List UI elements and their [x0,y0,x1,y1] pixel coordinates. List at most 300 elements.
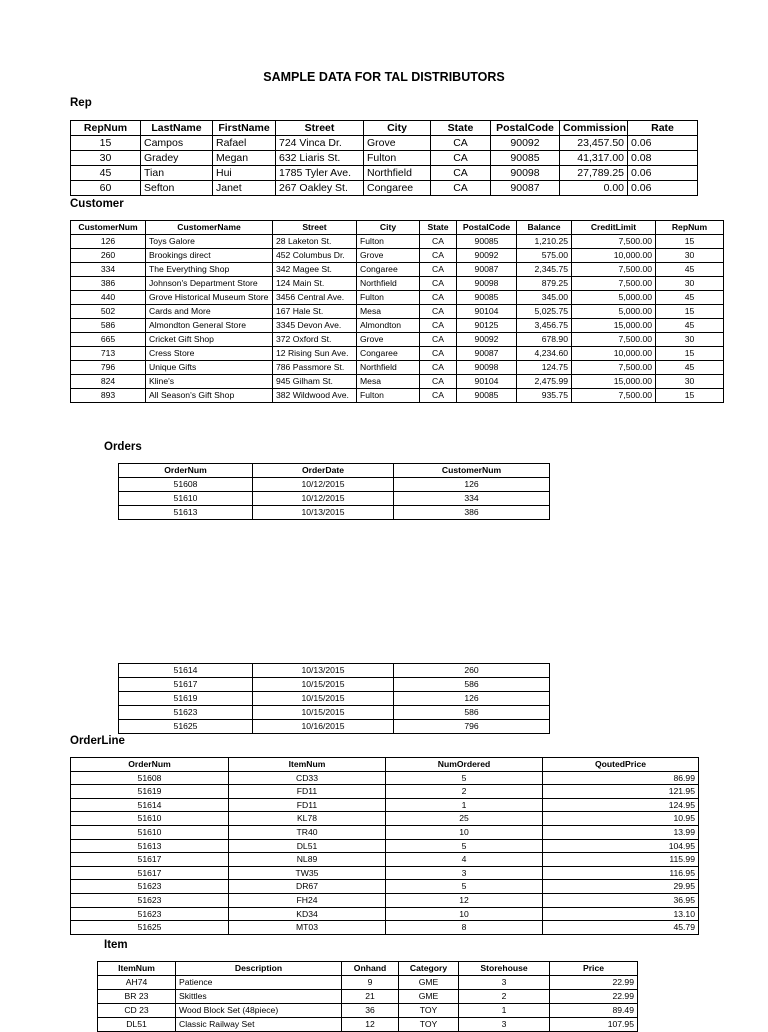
table-cell: 51617 [71,853,229,867]
table-cell: Fulton [357,291,420,305]
table-cell: 115.99 [543,853,699,867]
table-cell: 0.06 [628,166,698,181]
table-cell: 36 [342,1004,399,1018]
table-cell: 10/13/2015 [253,506,394,520]
table-cell: Wood Block Set (48piece) [176,1004,342,1018]
table-cell: 632 Liaris St. [276,151,364,166]
table-cell: CA [420,235,457,249]
table-cell: 13.99 [543,825,699,839]
table-cell: Cards and More [146,305,273,319]
table-cell: 345.00 [517,291,572,305]
table-cell: Toys Galore [146,235,273,249]
table-cell: 90104 [457,305,517,319]
column-header: PostalCode [457,221,517,235]
table-cell: 10/12/2015 [253,492,394,506]
table-cell: 7,500.00 [572,277,656,291]
table-cell: 3 [459,976,550,990]
table-cell: 10/12/2015 [253,478,394,492]
table-cell: Gradey [141,151,213,166]
table-cell: CA [420,277,457,291]
table-cell: 29.95 [543,880,699,894]
table-cell: 45 [656,291,724,305]
table-row [71,771,699,785]
table-cell: MT03 [229,921,386,935]
table-row [98,976,638,990]
table-cell: 5 [386,771,543,785]
table-cell: 60 [71,181,141,196]
table-cell: Unique Gifts [146,361,273,375]
column-header: OrderNum [71,758,229,772]
table-cell: 5,000.00 [572,291,656,305]
table-cell: 45 [71,166,141,181]
table-cell: 0.06 [628,181,698,196]
table-cell: 90092 [491,136,560,151]
table-cell: 90092 [457,333,517,347]
table-cell: Almondton General Store [146,319,273,333]
table-cell: 3 [386,866,543,880]
table-cell: 665 [71,333,146,347]
table-cell: 1 [386,798,543,812]
table-cell: 10/13/2015 [253,664,394,678]
table-cell: 586 [71,319,146,333]
table-cell: 10 [386,825,543,839]
table-cell: TOY [399,1004,459,1018]
table-cell: 90085 [491,151,560,166]
table-cell: 935.75 [517,389,572,403]
table-cell: 28 Laketon St. [273,235,357,249]
table-cell: 89.49 [550,1004,638,1018]
table-cell: 86.99 [543,771,699,785]
table-cell: 586 [394,706,550,720]
table-cell: 502 [71,305,146,319]
column-header: Price [550,962,638,976]
table-cell: 1785 Tyler Ave. [276,166,364,181]
table-cell: 25 [386,812,543,826]
table-cell: 10,000.00 [572,249,656,263]
table-cell: 90085 [457,235,517,249]
table-cell: 893 [71,389,146,403]
table-cell: 167 Hale St. [273,305,357,319]
table-cell: 15 [656,235,724,249]
table-cell: 116.95 [543,866,699,880]
table-cell: 30 [71,151,141,166]
table-cell: KL78 [229,812,386,826]
table-cell: 30 [656,375,724,389]
table-cell: 22.99 [550,990,638,1004]
table-row [71,785,699,799]
table-cell: 1,210.25 [517,235,572,249]
column-header: Onhand [342,962,399,976]
table-row [71,136,698,151]
table-cell: 7,500.00 [572,263,656,277]
table-cell: 124.95 [543,798,699,812]
table-cell: 5,000.00 [572,305,656,319]
table-cell: Johnson's Department Store [146,277,273,291]
table-cell: 51614 [119,664,253,678]
column-header: CustomerName [146,221,273,235]
table-cell: Grove [357,249,420,263]
table-cell: 586 [394,678,550,692]
table-cell: Northfield [357,361,420,375]
column-header: ItemNum [98,962,176,976]
column-header: State [431,121,491,136]
table-cell: 7,500.00 [572,389,656,403]
table-cell: 90098 [491,166,560,181]
table-cell: 3 [459,1018,550,1032]
table-row [71,361,724,375]
table-cell: 104.95 [543,839,699,853]
table-cell: 0.08 [628,151,698,166]
table-cell: 796 [394,720,550,734]
table-cell: 3345 Devon Ave. [273,319,357,333]
table-cell: Congaree [364,181,431,196]
table-cell: Fulton [357,389,420,403]
table-cell: Northfield [364,166,431,181]
table-cell: 678.90 [517,333,572,347]
table-row [71,798,699,812]
table-cell: Megan [213,151,276,166]
table-cell: 15,000.00 [572,319,656,333]
column-header: OrderDate [253,464,394,478]
table-cell: NL89 [229,853,386,867]
table-cell: 51619 [119,692,253,706]
table-cell: 51623 [71,907,229,921]
table-cell: 90098 [457,361,517,375]
table-cell: 15 [656,347,724,361]
orderline-table [70,757,699,935]
table-cell: CD33 [229,771,386,785]
column-header: RepNum [71,121,141,136]
rep-heading: Rep [70,97,92,109]
column-header: FirstName [213,121,276,136]
column-header: CreditLimit [572,221,656,235]
table-row [71,181,698,196]
table-cell: 5 [386,880,543,894]
column-header: City [364,121,431,136]
table-row [98,990,638,1004]
table-cell: Kline's [146,375,273,389]
table-cell: 3,456.75 [517,319,572,333]
customer-heading: Customer [70,198,124,210]
table-cell: CA [420,361,457,375]
table-cell: 21 [342,990,399,1004]
table-cell: 575.00 [517,249,572,263]
table-cell: Hui [213,166,276,181]
table-cell: The Everything Shop [146,263,273,277]
column-header: Description [176,962,342,976]
table-cell: CA [431,151,491,166]
table-cell: 796 [71,361,146,375]
table-cell: 45 [656,319,724,333]
table-cell: 107.95 [550,1018,638,1032]
table-cell: 12 [342,1018,399,1032]
table-cell: 12 Rising Sun Ave. [273,347,357,361]
table-cell: 124 Main St. [273,277,357,291]
table-cell: 2 [386,785,543,799]
orders-table [118,463,550,520]
orders-body [119,478,550,520]
table-cell: 126 [71,235,146,249]
table-cell: 2,345.75 [517,263,572,277]
table-cell: 27,789.25 [560,166,628,181]
table-row [71,375,724,389]
table-cell: 15 [656,305,724,319]
table-cell: CA [420,333,457,347]
table-cell: CA [420,389,457,403]
table-row [71,319,724,333]
table-cell: CA [420,347,457,361]
column-header: RepNum [656,221,724,235]
table-cell: 90092 [457,249,517,263]
table-cell: CA [420,263,457,277]
table-row [71,305,724,319]
table-cell: 10,000.00 [572,347,656,361]
table-cell: 15,000.00 [572,375,656,389]
table-cell: 90087 [457,347,517,361]
table-cell: Fulton [364,151,431,166]
page-title: SAMPLE DATA FOR TAL DISTRIBUTORS [263,70,505,84]
column-header: Commission [560,121,628,136]
table-cell: 51608 [71,771,229,785]
table-cell: 51613 [119,506,253,520]
item-table [97,961,638,1032]
orders-table-continued [118,663,550,734]
table-cell: Mesa [357,305,420,319]
table-cell: CA [420,291,457,305]
table-cell: 3456 Central Ave. [273,291,357,305]
table-row [71,853,699,867]
orders-header-row [119,464,550,478]
table-row [71,151,698,166]
table-cell: 121.95 [543,785,699,799]
item-header-row [98,962,638,976]
table-cell: 10/15/2015 [253,678,394,692]
table-cell: 10/16/2015 [253,720,394,734]
column-header: Category [399,962,459,976]
table-cell: Tian [141,166,213,181]
table-cell: 452 Columbus Dr. [273,249,357,263]
column-header: QoutedPrice [543,758,699,772]
table-cell: 0.06 [628,136,698,151]
table-cell: Patience [176,976,342,990]
table-cell: 9 [342,976,399,990]
table-cell: 51614 [71,798,229,812]
table-cell: 90125 [457,319,517,333]
table-row [71,291,724,305]
table-cell: Janet [213,181,276,196]
table-cell: 879.25 [517,277,572,291]
column-header: OrderNum [119,464,253,478]
table-cell: 90085 [457,291,517,305]
table-cell: 126 [394,478,550,492]
table-cell: 1 [459,1004,550,1018]
table-cell: 22.99 [550,976,638,990]
table-cell: 12 [386,893,543,907]
table-cell: 90087 [457,263,517,277]
item-heading: Item [104,939,128,951]
table-cell: Mesa [357,375,420,389]
table-cell: 4,234.60 [517,347,572,361]
table-cell: 45 [656,361,724,375]
table-cell: 51619 [71,785,229,799]
table-cell: 51617 [119,678,253,692]
table-row [119,478,550,492]
table-cell: 372 Oxford St. [273,333,357,347]
table-cell: 51623 [71,880,229,894]
table-cell: 90098 [457,277,517,291]
table-cell: TOY [399,1018,459,1032]
table-cell: 45 [656,263,724,277]
table-row [71,249,724,263]
table-cell: Almondton [357,319,420,333]
table-cell: 30 [656,277,724,291]
table-cell: CA [420,305,457,319]
table-cell: 30 [656,333,724,347]
table-cell: TW35 [229,866,386,880]
table-row [119,678,550,692]
table-cell: All Season's Gift Shop [146,389,273,403]
table-cell: Grove Historical Museum Store [146,291,273,305]
customer-body [71,235,724,403]
table-cell: 10.95 [543,812,699,826]
table-row [71,907,699,921]
table-cell: GME [399,990,459,1004]
table-cell: 124.75 [517,361,572,375]
table-cell: Grove [357,333,420,347]
table-cell: 386 [71,277,146,291]
table-cell: AH74 [98,976,176,990]
table-cell: 334 [71,263,146,277]
column-header: Storehouse [459,962,550,976]
table-cell: Congaree [357,263,420,277]
column-header: City [357,221,420,235]
rep-header-row [71,121,698,136]
table-cell: FD11 [229,798,386,812]
table-row [71,921,699,935]
table-cell: 51610 [71,825,229,839]
table-row [98,1004,638,1018]
table-cell: CA [431,181,491,196]
table-cell: 386 [394,506,550,520]
column-header: Street [273,221,357,235]
table-cell: FH24 [229,893,386,907]
table-row [71,893,699,907]
table-cell: 126 [394,692,550,706]
table-cell: Sefton [141,181,213,196]
column-header: Balance [517,221,572,235]
item-body [98,976,638,1032]
table-cell: CA [431,166,491,181]
table-cell: 713 [71,347,146,361]
rep-body [71,136,698,196]
table-cell: 5 [386,839,543,853]
column-header: LastName [141,121,213,136]
table-cell: Cricket Gift Shop [146,333,273,347]
table-row [71,347,724,361]
column-header: CustomerNum [394,464,550,478]
table-cell: 786 Passmore St. [273,361,357,375]
orders-heading: Orders [104,441,142,453]
table-row [71,333,724,347]
table-cell: 51625 [71,921,229,935]
orderline-body [71,771,699,934]
table-cell: 51625 [119,720,253,734]
table-cell: 7,500.00 [572,333,656,347]
column-header: State [420,221,457,235]
table-cell: 260 [394,664,550,678]
table-cell: CA [420,249,457,263]
table-cell: Northfield [357,277,420,291]
table-cell: Congaree [357,347,420,361]
column-header: Rate [628,121,698,136]
table-row [71,263,724,277]
table-cell: BR 23 [98,990,176,1004]
table-row [71,235,724,249]
table-cell: 0.00 [560,181,628,196]
table-cell: 440 [71,291,146,305]
table-cell: 8 [386,921,543,935]
table-cell: 10/15/2015 [253,692,394,706]
table-cell: 51617 [71,866,229,880]
table-row [119,664,550,678]
table-cell: DL51 [98,1018,176,1032]
table-cell: GME [399,976,459,990]
table-cell: FD11 [229,785,386,799]
column-header: NumOrdered [386,758,543,772]
table-cell: 90085 [457,389,517,403]
table-cell: 15 [71,136,141,151]
table-cell: 724 Vinca Dr. [276,136,364,151]
column-header: ItemNum [229,758,386,772]
table-cell: 23,457.50 [560,136,628,151]
table-row [119,506,550,520]
table-cell: Brookings direct [146,249,273,263]
table-cell: DL51 [229,839,386,853]
table-row [71,812,699,826]
table-cell: 51623 [119,706,253,720]
table-row [71,866,699,880]
table-cell: 4 [386,853,543,867]
table-row [119,706,550,720]
table-cell: 267 Oakley St. [276,181,364,196]
table-cell: 5,025.75 [517,305,572,319]
table-cell: 36.95 [543,893,699,907]
table-cell: 824 [71,375,146,389]
table-cell: 334 [394,492,550,506]
table-row [71,389,724,403]
table-cell: 945 Gilham St. [273,375,357,389]
table-cell: 7,500.00 [572,361,656,375]
table-cell: 51608 [119,478,253,492]
rep-table [70,120,698,196]
table-row [71,277,724,291]
table-cell: 51623 [71,893,229,907]
table-cell: CA [420,375,457,389]
table-row [119,692,550,706]
table-cell: 90087 [491,181,560,196]
table-cell: 51613 [71,839,229,853]
table-cell: 51610 [119,492,253,506]
table-cell: CA [420,319,457,333]
column-header: Street [276,121,364,136]
table-cell: 90104 [457,375,517,389]
table-cell: 2 [459,990,550,1004]
orderline-heading: OrderLine [70,735,125,747]
table-row [71,839,699,853]
column-header: CustomerNum [71,221,146,235]
table-cell: 10/15/2015 [253,706,394,720]
customer-table [70,220,724,403]
